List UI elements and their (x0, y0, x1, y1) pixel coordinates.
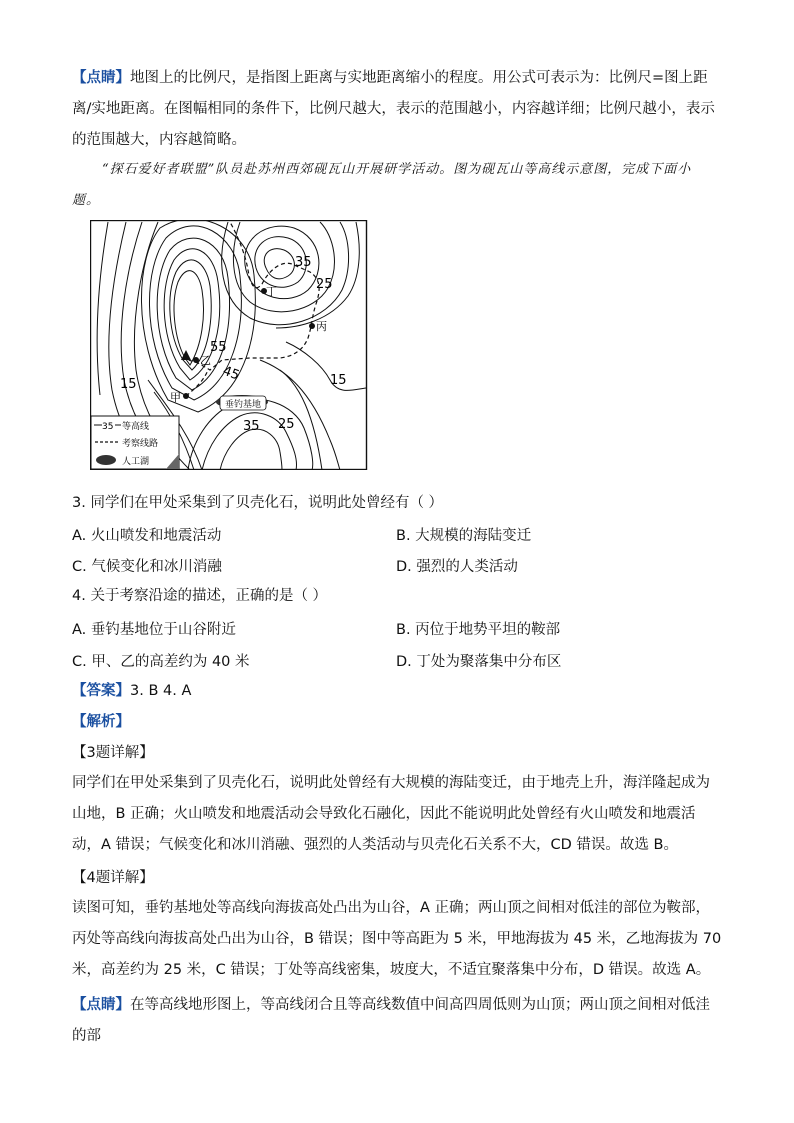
dianjing-paragraph-1 (72, 63, 722, 156)
q3-stem: 3. 同学们在甲处采集到了贝壳化石，说明此处曾经有（ ） (72, 495, 444, 511)
legend-contour-text: 等高线 (122, 422, 150, 432)
point-ding-label: 丁 (266, 285, 277, 298)
contour-label-45: 45 (220, 363, 242, 384)
legend-contour-value: 35 (102, 422, 114, 432)
analysis-tag: 【解析】 (72, 714, 130, 730)
q4-option-c: C. 甲、乙的高差约为 40 米 (72, 654, 250, 670)
point-jia-dot (183, 393, 189, 399)
dianjing-tag: 【点睛】 (72, 70, 130, 86)
point-jia-label: 甲 (170, 391, 181, 404)
answer-line (72, 681, 191, 701)
contour-map-svg (90, 220, 368, 470)
legend-route-text: 考察线路 (122, 439, 159, 449)
contour-map (90, 220, 368, 470)
contour-label-35-south: 35 (243, 419, 260, 434)
q3-option-d: D. 强烈的人类活动 (396, 559, 518, 575)
legend-lake-symbol (96, 455, 116, 465)
contour-label-15-west: 15 (120, 377, 137, 392)
dianjing2-tag: 【点睛】 (72, 997, 130, 1013)
legend-lake-text: 人工湖 (122, 457, 150, 467)
contour-label-35-east: 35 (295, 255, 312, 270)
q3-detail-text: 同学们在甲处采集到了贝壳化石，说明此处曾经有大规模的海陆变迁，由于地壳上升，海洋隆起成为山地，B 正确；火山喷发和地震活动会导致化石融化，因此不能说明此处曾经有火山喷发和地震活动，A 错误；气候变化和冰川消融、强烈的人类活动与贝壳化石关系不大，CD 错误。故选 B。 (72, 775, 710, 853)
dianjing-text: 地图上的比例尺，是指图上距离与实地距离缩小的程度。用公式可表示为：比例尺=图上距离/实地距离。在图幅相同的条件下，比例尺越大，表示的范围越小，内容越详细；比例尺越小，表示的范围越大，内容越简略。 (72, 70, 715, 148)
q3-option-a: A. 火山喷发和地震活动 (72, 528, 222, 544)
map-legend (91, 416, 179, 469)
q4-option-b: B. 丙位于地势平坦的鞍部 (396, 622, 561, 638)
point-bing-label: 丙 (316, 320, 327, 333)
question-intro-line-1: “探石爱好者联盟”队员赴苏州西郊砚瓦山开展研学活动。图为砚瓦山等高线示意图，完成下面小 (102, 162, 692, 177)
q4-stem: 4. 关于考察沿途的描述，正确的是（ ） (72, 588, 328, 604)
contour-label-55: 55 (210, 340, 227, 355)
point-yi-dot (193, 357, 199, 363)
q3-detail-heading: 【3题详解】 (72, 745, 154, 761)
dianjing-paragraph-2 (72, 990, 722, 1052)
q4-detail-text: 读图可知，垂钓基地处等高线向海拔高处凸出为山谷，A 正确；两山顶之间相对低洼的部位为鞍部，丙处等高线向海拔高处凸出为山谷，B 错误；图中等高距为 5 米，甲地海拔为 45 米，乙地海拔为 70 米，高差约为 25 米，C 错误；丁处等高线密集，坡度大，不适宜聚落集中分布，D 错误。故选 A。 (72, 900, 722, 978)
contour-label-15-east: 15 (330, 373, 347, 388)
contour-label-25-south: 25 (278, 417, 295, 432)
q3-option-b: B. 大规模的海陆变迁 (396, 528, 532, 544)
point-bing-dot (309, 323, 315, 329)
answer-text: 3. B 4. A (130, 683, 192, 699)
q4-option-d: D. 丁处为聚落集中分布区 (396, 654, 562, 670)
analysis-line (72, 712, 130, 732)
q3-option-c: C. 气候变化和冰川消融 (72, 559, 222, 575)
contour-label-25-east: 25 (316, 277, 333, 292)
question-intro-line-2: 题。 (72, 193, 101, 208)
dianjing2-text: 在等高线地形图上，等高线闭合且等高线数值中间高四周低则为山顶；两山顶之间相对低洼的部 (72, 997, 710, 1044)
q4-detail-heading: 【4题详解】 (72, 870, 154, 886)
answer-tag: 【答案】 (72, 683, 130, 699)
q4-option-a: A. 垂钓基地位于山谷附近 (72, 622, 236, 638)
point-yi-label: 乙 (200, 354, 211, 367)
fishing-base-label: 垂钓基地 (224, 400, 262, 410)
